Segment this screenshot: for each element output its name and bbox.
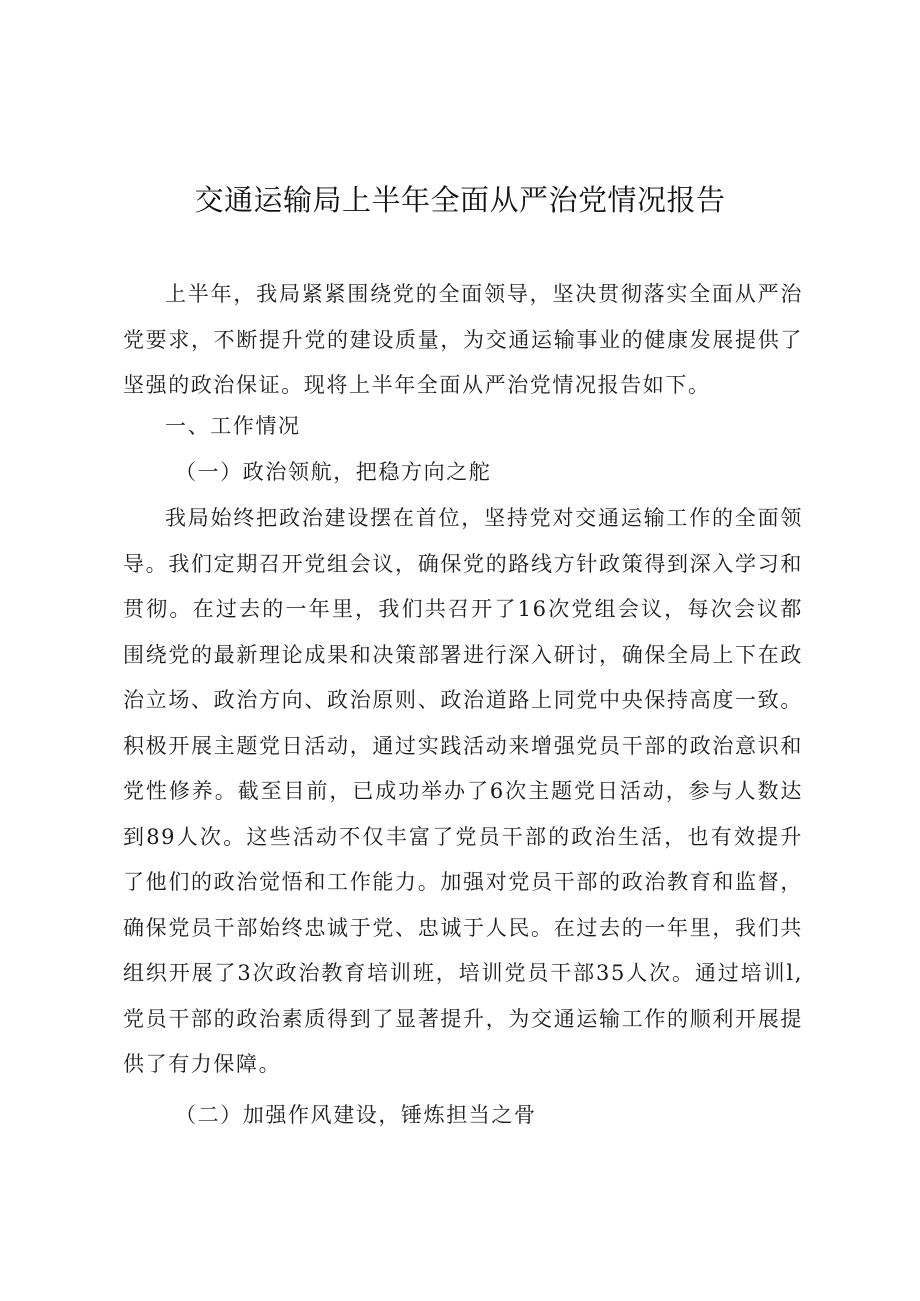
subsection-paragraph: 我局始终把政治建设摆在首位，坚持党对交通运输工作的全面领导。我们定期召开党组会议，确保党的路线方针政策得到深入学习和贯彻。在过去的一年里，我们共召开了16次党组会议，每次会议都围绕党的最新理论成果和决策部署进行深入研讨，确保全局上下在政治立场、政治方向、政治原则、政治道路上同党中央保持高度一致。积极开展主题党日活动，通过实践活动来增强党员干部的政治意识和党性修养。截至目前，已成功举办了6次主题党日活动，参与人数达到89人次。这些活动不仅丰富了党员干部的政治生活，也有效提升了他们的政治觉悟和工作能力。加强对党员干部的政治教育和监督，确保党员干部始终忠诚于党、忠诚于人民。在过去的一年里，我们共组织开展了3次政治教育培训班，培训党员干部35人次。通过培训l,党员干部的政治素质得到了显著提升，为交通运输工作的顺利开展提供了有力保障。: [123, 506, 803, 1076]
section-heading: 一、工作情况: [165, 414, 301, 438]
subsection-heading: （一）政治领航，把稳方向之舵: [175, 460, 492, 484]
intro-paragraph: 上半年，我局紧紧围绕党的全面领导，坚决贯彻落实全面从严治党要求，不断提升党的建设质量，为交通运输事业的健康发展提供了坚强的政治保证。现将上半年全面从严治党情况报告如下。: [123, 282, 803, 397]
subsection-heading: （二）加强作风建设，锤炼担当之骨: [175, 1103, 537, 1127]
document-title: 交通运输局上半年全面从严治党情况报告: [194, 183, 726, 217]
